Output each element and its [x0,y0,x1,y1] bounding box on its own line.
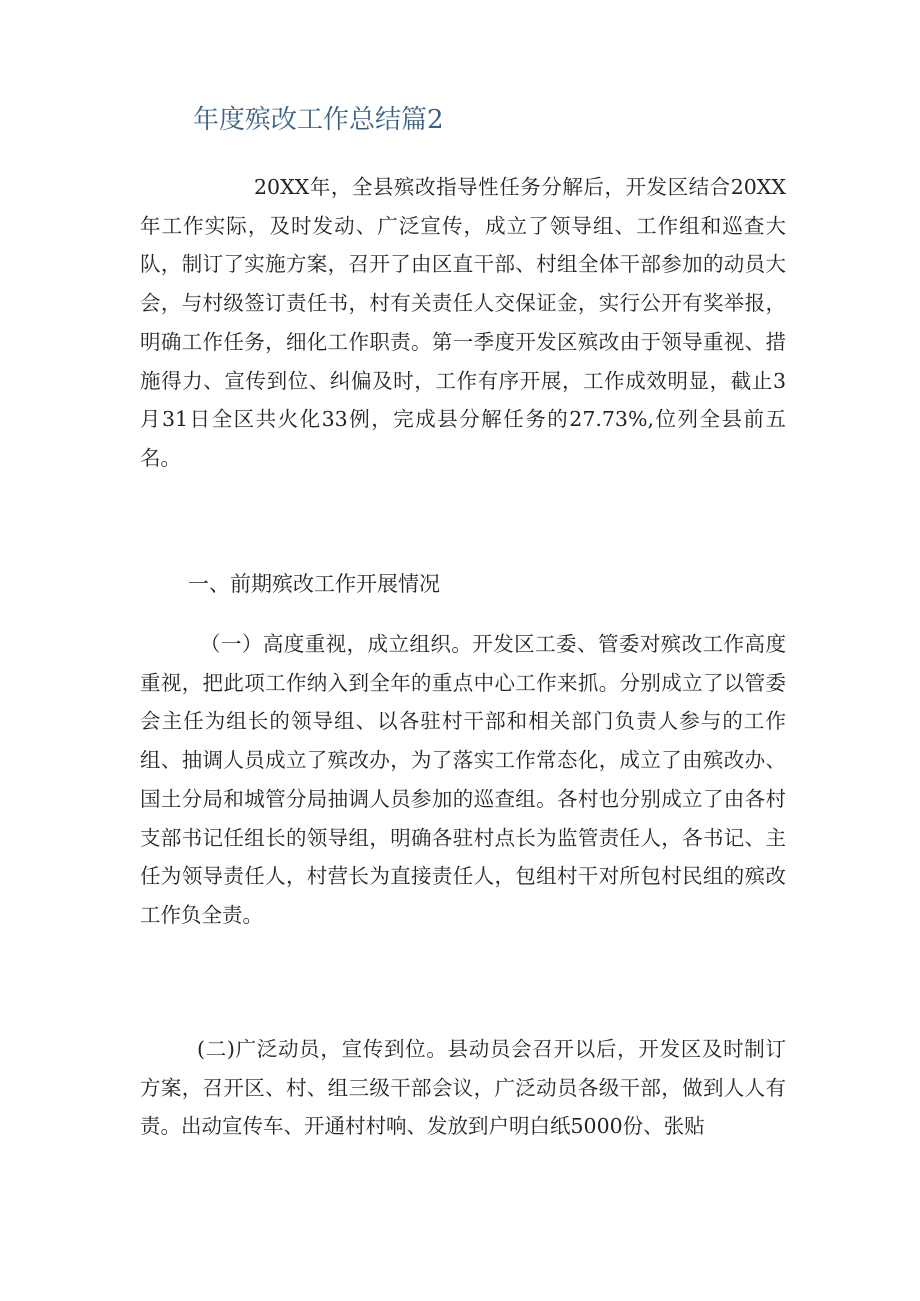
subsection-paragraph-2: (二)广泛动员，宣传到位。县动员会召开以后，开发区及时制订方案，召开区、村、组三级干部会议，广泛动员各级干部，做到人人有责。出动宣传车、开通村村响、发放到户明白纸5000份、张贴 [140,1037,786,1139]
intro-paragraph: 20XX年，全县殡改指导性任务分解后，开发区结合20XX年工作实际，及时发动、广泛宣传，成立了领导组、工作组和巡查大队，制订了实施方案，召开了由区直干部、村组全体干部参加的动员大会，与村级签订责任书，村有关责任人交保证金，实行公开有奖举报，明确工作任务，细化工作职责。第一季度开发区殡改由于领导重视、措施得力、宣传到位、纠偏及时，工作有序开展，工作成效明显，截止3月31日全区共火化33例，完成县分解任务的27.73%,位列全县前五名。 [140,175,786,470]
document-title: 年度殡改工作总结篇2 [193,105,444,135]
subsection-paragraph-1: （一）高度重视，成立组织。开发区工委、管委对殡改工作高度重视，把此项工作纳入到全年的重点中心工作来抓。分别成立了以管委会主任为组长的领导组、以各驻村干部和相关部门负责人参与的工作组、抽调人员成立了殡改办，为了落实工作常态化，成立了由殡改办、国土分局和城管分局抽调人员参加的巡查组。各村也分别成立了由各村支部书记任组长的领导组，明确各驻村点长为监管责任人，各书记、主任为领导责任人，村营长为直接责任人，包组村干对所包村民组的殡改工作负全责。 [140,632,786,927]
section-heading: 一、前期殡改工作开展情况 [188,572,440,596]
